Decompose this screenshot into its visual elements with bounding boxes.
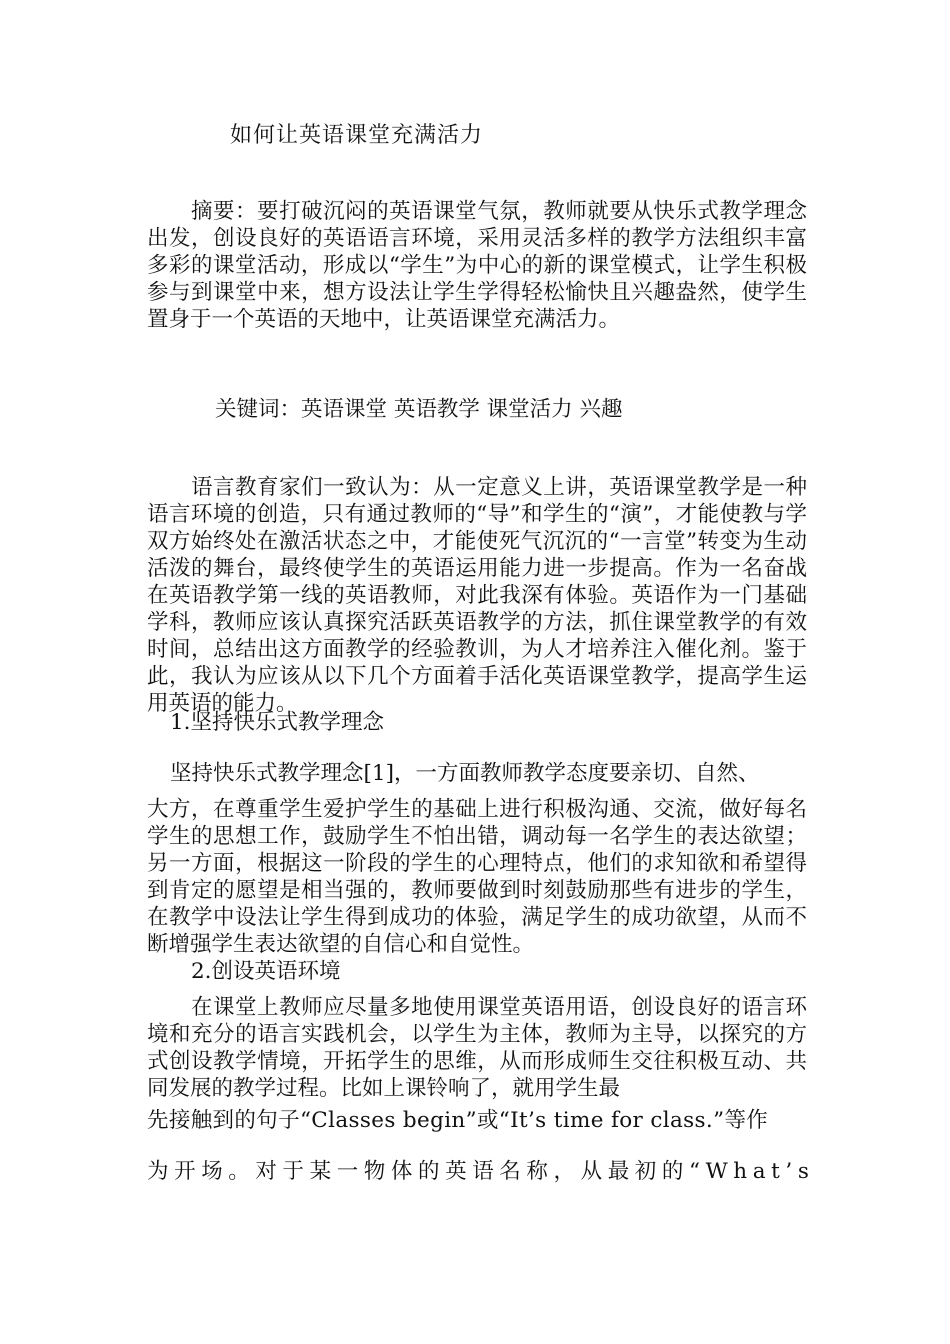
abstract-paragraph: 摘要：要打破沉闷的英语课堂气氛，教师就要从快乐式教学理念出发，创设良好的英语语言环境，采用灵活多样的教学方法组织丰富多彩的课堂活动，形成以“学生”为中心的新的课堂模式，让学生积极参与到课堂中来，想方设法让学生学得轻松愉快且兴趣盎然，使学生置身于一个英语的天地中，让英语课堂充满活力。 [147,199,807,332]
section-1-heading: 1.坚持快乐式教学理念 [170,710,385,735]
section-2-heading: 2.创设英语环境 [191,959,341,984]
section-2-paragraph: 在课堂上教师应尽量多地使用课堂英语用语，创设良好的语言环境和充分的语言实践机会，以学生为主体，教师为主导，以探究的方式创设教学情境，开拓学生的思维，从而形成师生交往积极互动、共同发展的教学过程。比如上课铃响了，就用学生最 [147,995,807,1101]
intro-paragraph: 语言教育家们一致认为：从一定意义上讲，英语课堂教学是一种语言环境的创造，只有通过教师的“导”和学生的“演”，才能使教与学双方始终处在激活状态之中，才能使死气沉沉的“一言堂”转变为生动活泼的舞台，最终使学生的英语运用能力进一步提高。作为一名奋战在英语教学第一线的英语教师，对此我深有体验。英语作为一门基础学科，教师应该认真探究活跃英语教学的方法，抓住课堂教学的有效时间，总结出这方面教学的经验教训，为人才培养注入催化剂。鉴于此，我认为应该从以下几个方面着手活化英语课堂教学，提高学生运用英语的能力。 [147,475,807,716]
section-2-line-2: 先接触到的句子“Classes begin”或“It’s time for class.”等作 [147,1108,769,1133]
document-title: 如何让英语课堂充满活力 [230,123,484,148]
keywords-line: 关键词：英语课堂 英语教学 课堂活力 兴趣 [215,397,623,422]
section-1-paragraph: 大方，在尊重学生爱护学生的基础上进行积极沟通、交流，做好每名学生的思想工作，鼓励学生不怕出错，调动每一名学生的表达欲望；另一方面，根据这一阶段的学生的心理特点，他们的求知欲和希望得到肯定的愿望是相当强的，教师要做到时刻鼓励那些有进步的学生，在教学中设法让学生得到成功的体验，满足学生的成功欲望，从而不断增强学生表达欲望的自信心和自觉性。 [147,797,807,957]
section-1-first-line: 坚持快乐式教学理念[1]，一方面教师教学态度要亲切、自然、 [170,761,760,786]
section-2-line-3: 为开场。对于某一物体的英语名称，从最初的“What’s [147,1159,815,1184]
